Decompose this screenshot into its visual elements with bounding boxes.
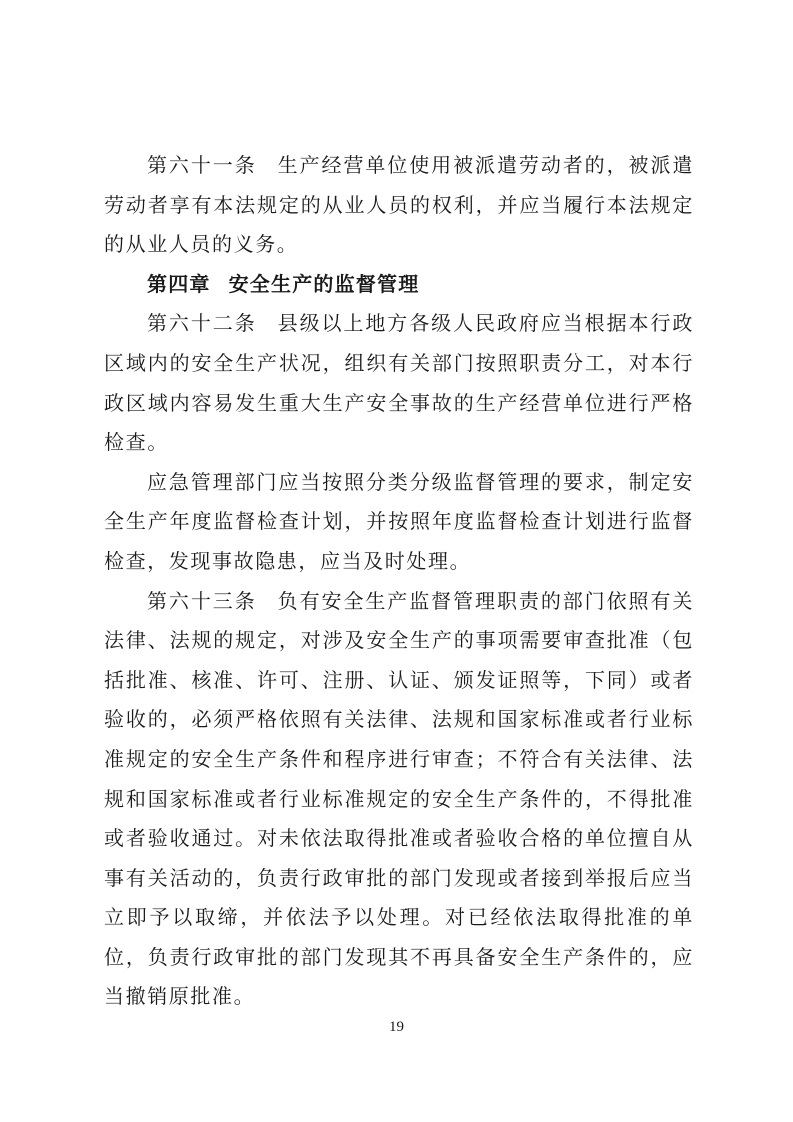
article-62 — [104, 304, 694, 462]
article-number: 第六十二条 — [147, 311, 257, 336]
article-number: 第六十三条 — [147, 588, 257, 613]
article-text: 负有安全生产监督管理职责的部门依照有关法律、法规的规定，对涉及安全生产的事项需要审查批准（包括批准、核准、许可、注册、认证、颁发证照等，下同）或者验收的，必须严格依照有关法律、法规和国家标准或者行业标准规定的安全生产条件和程序进行审查；不符合有关法律、法规和国家标准或者行业标准规定的安全生产条件的，不得批准或者验收通过。对未依法取得批准或者验收合格的单位擅自从事有关活动的，负责行政审批的部门发现或者接到举报后应当立即予以取缔，并依法予以处理。对已经依法取得批准的单位，负责行政审批的部门发现其不再具备安全生产条件的，应当撤销原批准。 — [104, 588, 694, 1009]
page-number: 19 — [389, 1019, 404, 1035]
paragraph-text: 应急管理部门应当按照分类分级监督管理的要求，制定安全生产年度监督检查计划，并按照年度监督检查计划进行监督检查，发现事故隐患，应当及时处理。 — [104, 469, 694, 573]
article-number: 第六十一条 — [147, 153, 257, 177]
document-body — [104, 146, 694, 1017]
chapter-number: 第四章 — [147, 271, 211, 296]
body-paragraph — [104, 463, 694, 582]
chapter-heading — [104, 265, 694, 305]
article-61 — [104, 146, 694, 265]
article-text: 生产经营单位使用被派遣劳动者的，被派遣劳动者享有本法规定的从业人员的权利，并应当履行本法规定的从业人员的义务。 — [104, 153, 694, 257]
article-63 — [104, 582, 694, 1018]
chapter-title: 安全生产的监督管理 — [228, 271, 420, 296]
article-text: 县级以上地方各级人民政府应当根据本行政区域内的安全生产状况，组织有关部门按照职责分工，对本行政区域内容易发生重大生产安全事故的生产经营单位进行严格检查。 — [104, 311, 694, 455]
